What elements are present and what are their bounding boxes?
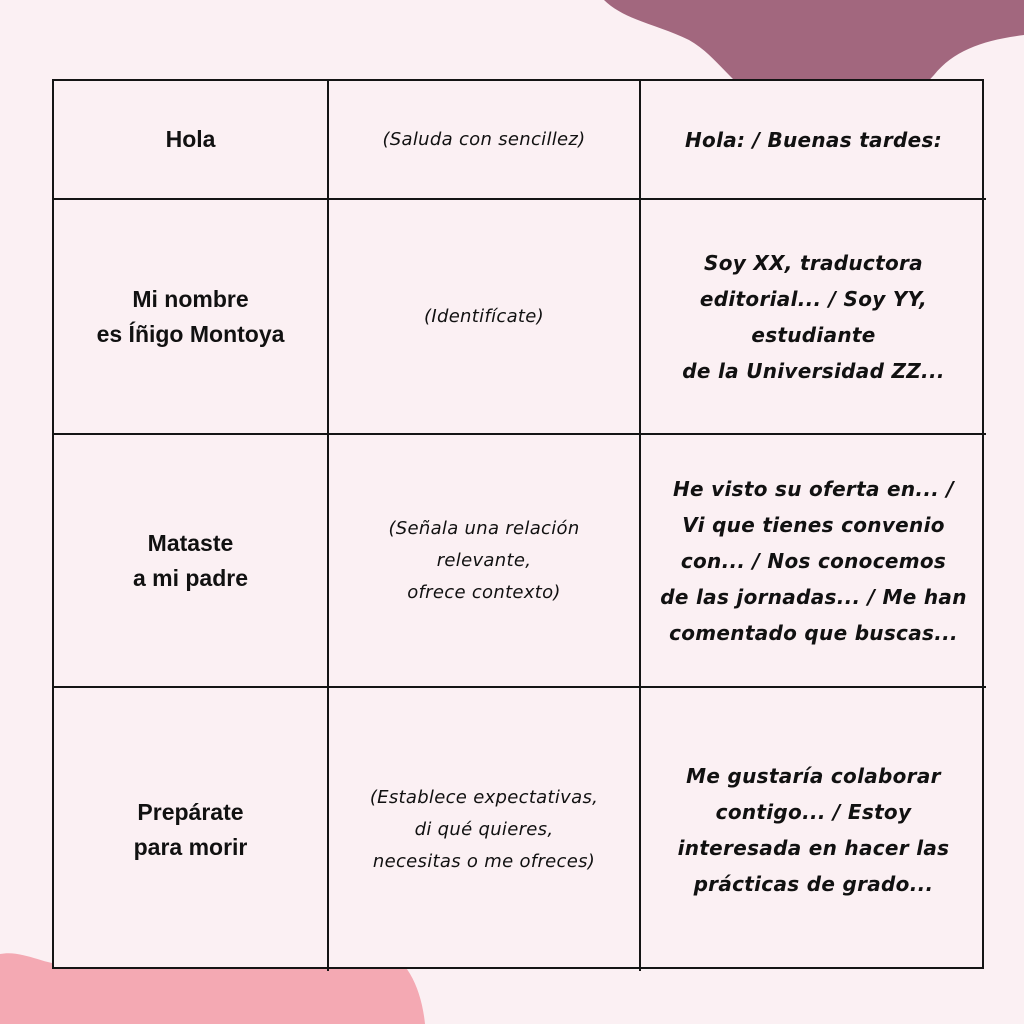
instruction-cell: (Saluda con sencillez) — [329, 81, 641, 200]
phrase-cell: Hola — [54, 81, 329, 200]
example-cell: Hola: / Buenas tardes: — [641, 81, 986, 200]
instruction-cell: (Establece expectativas, di qué quieres, necesitas o me ofreces) — [329, 688, 641, 971]
instruction-cell: (Señala una relación relevante, ofrece contexto) — [329, 435, 641, 688]
instruction-cell: (Identifícate) — [329, 200, 641, 435]
example-cell: He visto su oferta en... / Vi que tienes convenio con... / Nos conocemos de las jornadas... / Me han comentado que buscas... — [641, 435, 986, 688]
example-cell: Me gustaría colaborar contigo... / Estoy interesada en hacer las prácticas de grado... — [677, 763, 950, 896]
phrase-cell: Prepárate para morir — [54, 688, 329, 971]
phrase-cell: Mataste a mi padre — [54, 435, 329, 688]
phrases-table — [52, 79, 984, 969]
phrase-cell: Mi nombre es Íñigo Montoya — [54, 200, 329, 435]
example-cell: Soy XX, traductora editorial... / Soy YY, estudiante de la Universidad ZZ... — [641, 200, 986, 435]
